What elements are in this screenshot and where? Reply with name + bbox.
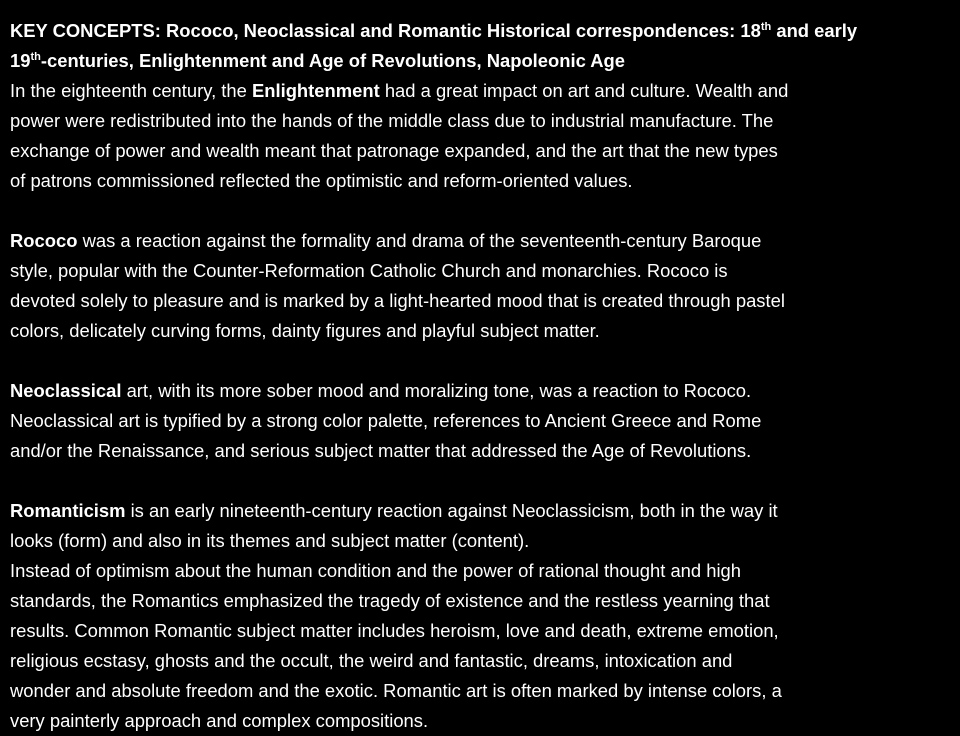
body-text: In the eighteenth century, the [10, 80, 252, 101]
rococo-line-2: style, popular with the Counter-Reformation Catholic Church and monarchies. Rococo is [10, 260, 728, 281]
romanticism-line-7: wonder and absolute freedom and the exotic. Romantic art is often marked by intense colors, a [10, 680, 782, 701]
neoclassical-line-3: and/or the Renaissance, and serious subject matter that addressed the Age of Revolutions. [10, 440, 752, 461]
term-rococo: Rococo [10, 230, 78, 251]
heading-line-1 [10, 16, 960, 46]
heading-text: -centuries, Enlightenment and Age of Revolutions, Napoleonic Age [40, 50, 625, 71]
paragraph-spacer [10, 346, 960, 376]
term-enlightenment: Enlightenment [251, 80, 380, 101]
key-concepts-heading [10, 16, 960, 76]
intro-paragraph [10, 76, 960, 196]
romanticism-line-6: religious ecstasy, ghosts and the occult, the weird and fantastic, dreams, intoxication and [10, 650, 733, 671]
heading-line-2 [10, 46, 960, 76]
romanticism-line-3: Instead of optimism about the human condition and the power of rational thought and high [10, 560, 742, 581]
heading-text: 19 [10, 50, 31, 71]
term-romanticism: Romanticism [10, 500, 126, 521]
paragraph-spacer [10, 196, 960, 226]
neoclassical-line-1 [10, 376, 960, 406]
body-text: had a great impact on art and culture. Wealth and [379, 80, 789, 101]
intro-line-4: of patrons commissioned reflected the optimistic and reform-oriented values. [10, 170, 633, 191]
paragraph-spacer [10, 466, 960, 496]
body-text: was a reaction against the formality and drama of the seventeenth-century Baroque [77, 230, 762, 251]
neoclassical-paragraph [10, 376, 960, 466]
romanticism-line-4: standards, the Romantics emphasized the tragedy of existence and the restless yearning that [10, 590, 770, 611]
body-text: art, with its more sober mood and moralizing tone, was a reaction to Rococo. [121, 380, 752, 401]
intro-line-1 [10, 76, 960, 106]
ordinal-superscript: th [760, 21, 772, 33]
romanticism-line-1 [10, 496, 960, 526]
heading-text: KEY CONCEPTS: Rococo, Neoclassical and Romantic Historical correspondences: 18 [10, 20, 761, 41]
body-text: is an early nineteenth-century reaction against Neoclassicism, both in the way it [125, 500, 778, 521]
neoclassical-line-2: Neoclassical art is typified by a strong color palette, references to Ancient Greece and Rome [10, 410, 762, 431]
romanticism-line-8: very painterly approach and complex compositions. [10, 710, 429, 731]
romanticism-line-5: results. Common Romantic subject matter includes heroism, love and death, extreme emotion, [10, 620, 779, 641]
rococo-line-3: devoted solely to pleasure and is marked by a light-hearted mood that is created through pastel [10, 290, 785, 311]
rococo-line-1 [10, 226, 960, 256]
rococo-paragraph [10, 226, 960, 346]
term-neoclassical: Neoclassical [10, 380, 122, 401]
romanticism-paragraph [10, 496, 960, 736]
romanticism-line-2: looks (form) and also in its themes and subject matter (content). [10, 530, 530, 551]
rococo-line-4: colors, delicately curving forms, dainty figures and playful subject matter. [10, 320, 600, 341]
heading-text: and early [771, 20, 858, 41]
intro-line-2: power were redistributed into the hands of the middle class due to industrial manufacture. The [10, 110, 774, 131]
ordinal-superscript: th [30, 51, 41, 63]
intro-line-3: exchange of power and wealth meant that patronage expanded, and the art that the new types [10, 140, 778, 161]
